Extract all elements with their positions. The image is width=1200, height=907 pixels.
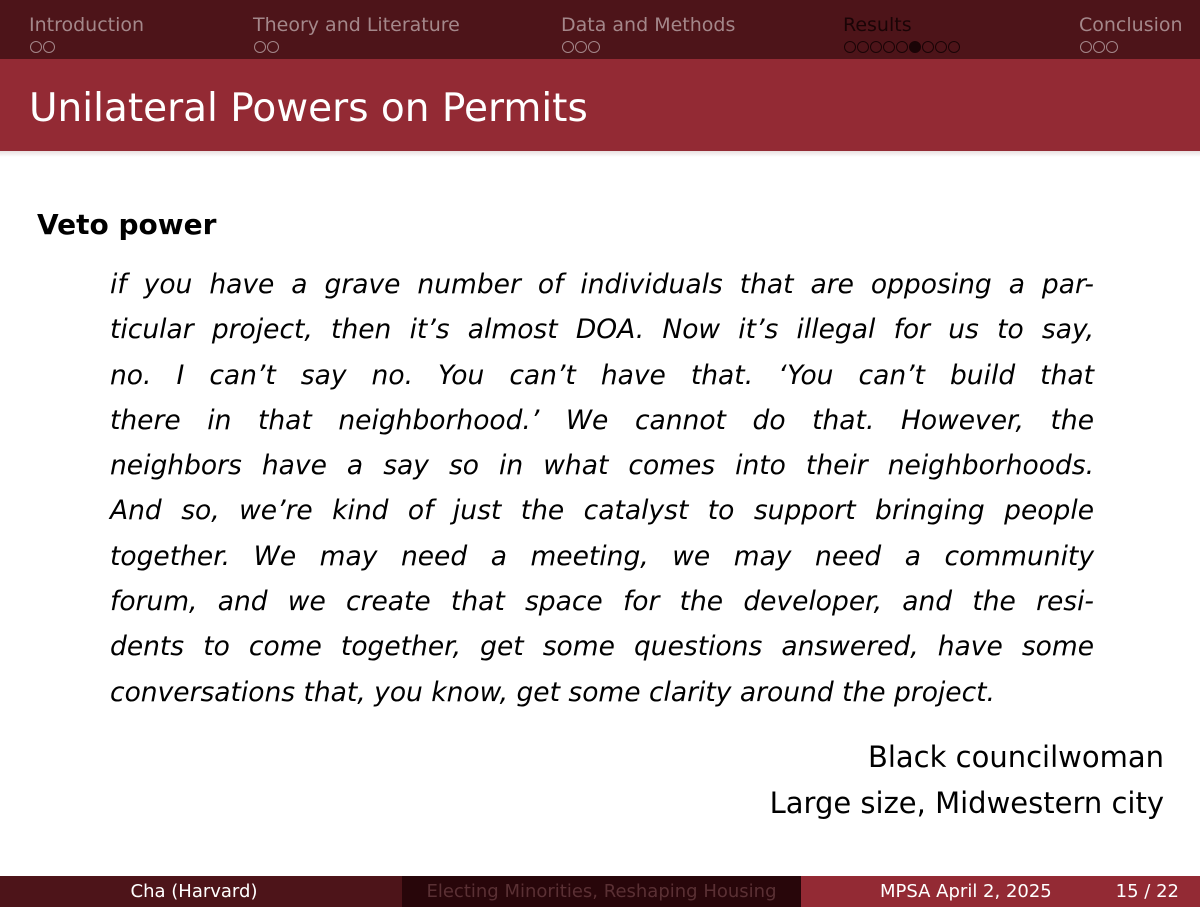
nav-dot[interactable] bbox=[562, 41, 574, 53]
nav-dots-data-methods bbox=[562, 41, 600, 53]
footer-bar bbox=[0, 876, 1200, 907]
nav-dot-current[interactable] bbox=[909, 41, 921, 53]
nav-section-data-methods[interactable]: Data and Methods bbox=[561, 14, 736, 36]
nav-dots-theory bbox=[254, 41, 279, 53]
nav-dot[interactable] bbox=[43, 41, 55, 53]
nav-dots-results bbox=[844, 41, 960, 53]
nav-dot[interactable] bbox=[1093, 41, 1105, 53]
slide-title: Unilateral Powers on Permits bbox=[29, 86, 588, 131]
nav-dots-conclusion bbox=[1080, 41, 1118, 53]
nav-dot[interactable] bbox=[922, 41, 934, 53]
title-shadow bbox=[0, 151, 1200, 157]
nav-dot[interactable] bbox=[857, 41, 869, 53]
footer-author: Cha (Harvard) bbox=[0, 876, 402, 907]
quote-line: neighbors have a say so in what comes into their neighborhoods. bbox=[110, 450, 1094, 482]
nav-dot[interactable] bbox=[844, 41, 856, 53]
nav-dot[interactable] bbox=[935, 41, 947, 53]
quote-line: ticular project, then it’s almost DOA. Now it’s illegal for us to say, bbox=[110, 314, 1094, 346]
quote-line: dents to come together, get some questions answered, have some bbox=[110, 631, 1094, 663]
nav-dot[interactable] bbox=[575, 41, 587, 53]
section-navigation bbox=[0, 0, 1200, 59]
footer-right bbox=[801, 876, 1200, 907]
quote-attribution bbox=[770, 734, 1164, 826]
nav-section-results[interactable]: Results bbox=[843, 14, 912, 36]
block-title: Veto power bbox=[37, 208, 217, 241]
attribution-speaker: Black councilwoman bbox=[867, 740, 1164, 774]
quote-block bbox=[110, 262, 1094, 715]
quote-line: if you have a grave number of individuals that are opposing a par- bbox=[110, 269, 1094, 300]
nav-dot[interactable] bbox=[1080, 41, 1092, 53]
nav-dot[interactable] bbox=[896, 41, 908, 53]
nav-dot[interactable] bbox=[254, 41, 266, 53]
quote-line: conversations that, you know, get some clarity around the project. bbox=[110, 676, 995, 708]
quote-line: no. I can’t say no. You can’t have that. ‘You can’t build that bbox=[110, 359, 1094, 391]
nav-dot[interactable] bbox=[883, 41, 895, 53]
nav-dots-introduction bbox=[30, 41, 55, 53]
page-number: 15 / 22 bbox=[1115, 881, 1179, 902]
nav-dot[interactable] bbox=[870, 41, 882, 53]
nav-dot[interactable] bbox=[948, 41, 960, 53]
quote-line: there in that neighborhood.’ We cannot do that. However, the bbox=[110, 404, 1094, 436]
nav-section-introduction[interactable]: Introduction bbox=[29, 14, 145, 36]
quote-line: forum, and we create that space for the developer, and the resi- bbox=[110, 586, 1094, 618]
nav-dot[interactable] bbox=[267, 41, 279, 53]
footer-conference-date: MPSA April 2, 2025 bbox=[880, 881, 1052, 902]
attribution-location: Large size, Midwestern city bbox=[769, 786, 1164, 820]
nav-dot[interactable] bbox=[588, 41, 600, 53]
nav-dot[interactable] bbox=[30, 41, 42, 53]
nav-dot[interactable] bbox=[1106, 41, 1118, 53]
quote-line: And so, we’re kind of just the catalyst to support bringing people bbox=[110, 495, 1094, 527]
nav-section-conclusion[interactable]: Conclusion bbox=[1079, 14, 1183, 36]
quote-line: together. We may need a meeting, we may need a community bbox=[110, 540, 1094, 572]
footer-short-title: Electing Minorities, Reshaping Housing bbox=[402, 876, 801, 907]
nav-section-theory[interactable]: Theory and Literature bbox=[253, 14, 460, 36]
